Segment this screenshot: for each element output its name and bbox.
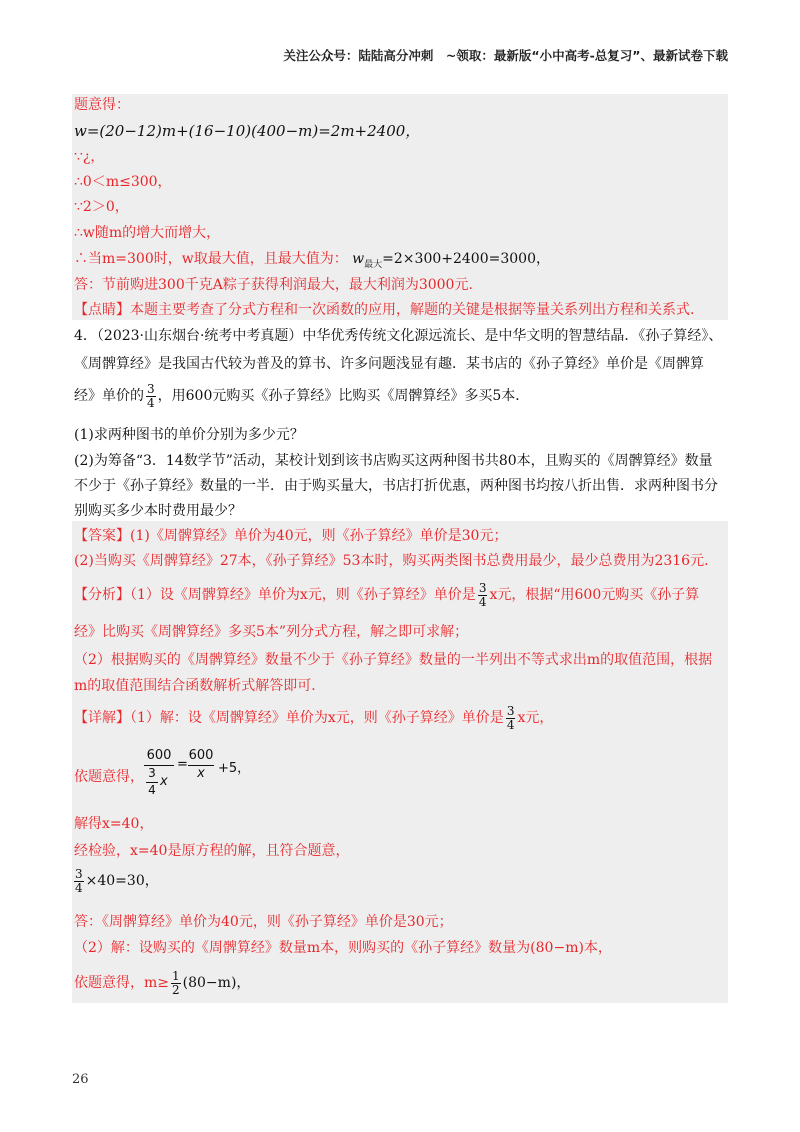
page-number: 26: [72, 1072, 89, 1087]
prev-max-w: w: [352, 251, 365, 267]
eq-inner-bot: 4: [148, 783, 156, 797]
detail-line-part2: （2）解：设购买的《周髀算经》数量m本，则购买的《孙子算经》数量为(80−m)本，: [74, 940, 612, 956]
q4-part-1: (1)求两种图书的单价分别为多少元？: [74, 427, 304, 443]
inequality-tail: (80−m)，: [182, 975, 251, 991]
eq-right-denominator: x: [197, 766, 205, 781]
answer-1: 【答案】(1)《周髀算经》单价为40元，则《孙子算经》单价是30元；: [74, 528, 508, 544]
detail-line-1: [74, 703, 553, 733]
analysis-line-1-tail: x元，根据“用600元购买《孙子算: [489, 587, 700, 603]
detail-line-1-text: 【详解】（1）解：设《周髀算经》单价为x元，则《孙子算经》单价是: [74, 710, 504, 726]
analysis-line-1-text: 【分析】（1）设《周髀算经》单价为x元，则《孙子算经》单价是: [74, 587, 476, 603]
prev-line-range: ∴0＜m≤300，: [74, 174, 172, 190]
eq-inner-top: 3: [148, 766, 156, 780]
prev-line-positive: ∵2＞0，: [74, 199, 129, 215]
prev-line-max: [74, 250, 550, 274]
eq-right-numerator: 600: [188, 748, 214, 763]
q4-part-2-c: 别购买多少本时费用最少？: [74, 503, 242, 519]
analysis-fraction: $\frac{3}{4}$: [478, 580, 487, 609]
detail-equation-label: 依题意得，: [74, 769, 144, 785]
inequality-fraction: $\frac{1}{2}$: [172, 968, 180, 997]
eq-inner-x: x: [160, 774, 168, 789]
analysis-line-1: [74, 580, 699, 610]
compute-fraction: $\frac{3}{4}$: [75, 866, 83, 895]
q4-line-3-tail: ，用600元购买《孙子算经》比购买《周髀算经》多买5本．: [157, 388, 530, 404]
compute-tail: ×40=30，: [85, 873, 159, 889]
inequality-text: 依题意得，m≥: [74, 975, 170, 991]
q4-line-2: 《周髀算经》是我国古代较为普及的算书、许多问题浅显有趣．某书店的《孙子算经》单价是《周髀算: [74, 356, 704, 372]
prev-line-1: 题意得：: [74, 97, 130, 113]
q4-part-2-b: 不少于《孙子算经》数量的一半．由于购买量大，书店打折优惠，两种图书均按八折出售．求两种图书分: [74, 478, 718, 494]
detail-line-solve: 解得x=40，: [74, 816, 154, 832]
detail-fraction: $\frac{3}{4}$: [506, 703, 515, 732]
prev-line-because: ∵¿，: [74, 149, 105, 165]
answer-2: (2)当购买《周髀算经》27本，《孙子算经》53本时，购买两类图书总费用最少，最少总费用为2316元．: [74, 553, 719, 569]
detail-line-check: 经检验，x=40是原方程的解，且符合题意，: [74, 843, 350, 859]
detail-equation: [144, 748, 264, 808]
prev-answer: 答：节前购进300千克A粽子获得利润最大，最大利润为3000元.: [74, 277, 473, 293]
analysis-line-2: 经》比购买《周髀算经》多买5本”列分式方程，解之即可求解；: [74, 624, 469, 640]
q4-part-2-a: (2)为筹备“3．14数学节”活动，某校计划到该书店购买这两种图书共80本，且购买的《周髀算经》数量: [74, 453, 713, 469]
detail-line-compute: [74, 862, 159, 900]
q4-line-3: [74, 381, 529, 411]
q4-fraction: $\frac{3}{4}$: [147, 381, 155, 410]
prev-max-value: =2×300+2400=3000，: [382, 251, 550, 267]
eq-equals: =: [177, 757, 188, 772]
analysis-line-4: m的取值范围结合函数解析式解答即可．: [74, 678, 326, 694]
q4-line-1: 4．（2023·山东烟台·统考中考真题）中华优秀传统文化源远流长、是中华文明的智慧结晶．《孙子算经》、: [74, 328, 723, 344]
detail-line-inequality: [74, 966, 250, 1000]
page-header: 关注公众号：陆陆高分冲刺 ~领取：最新版“小中高考-总复习”、最新试卷下载: [283, 48, 728, 63]
prev-equation-w: w=(20−12)m+(16−10)(400−m)=2m+2400，: [74, 122, 421, 140]
eq-left-numerator: 600: [146, 748, 172, 763]
detail-line-answer: 答：《周髀算经》单价为40元，则《孙子算经》单价是30元；: [74, 914, 453, 930]
prev-dianjing: 【点睛】本题主要考查了分式方程和一次函数的应用，解题的关键是根据等量关系列出方程和关系式.: [74, 302, 695, 318]
prev-max-sub: 最大: [364, 260, 383, 270]
detail-line-1-tail: x元，: [517, 710, 554, 726]
prev-line-increase: ∴w随m的增大而增大，: [74, 225, 221, 241]
q4-line-3-text: 经》单价的: [74, 388, 144, 404]
eq-tail: +5，: [218, 761, 251, 776]
prev-max-text: ∴当m=300时，w取最大值，且最大值为：: [74, 251, 348, 267]
analysis-line-3: （2）根据购买的《周髀算经》数量不少于《孙子算经》数量的一半列出不等式求出m的取值范围，根据: [74, 652, 713, 668]
